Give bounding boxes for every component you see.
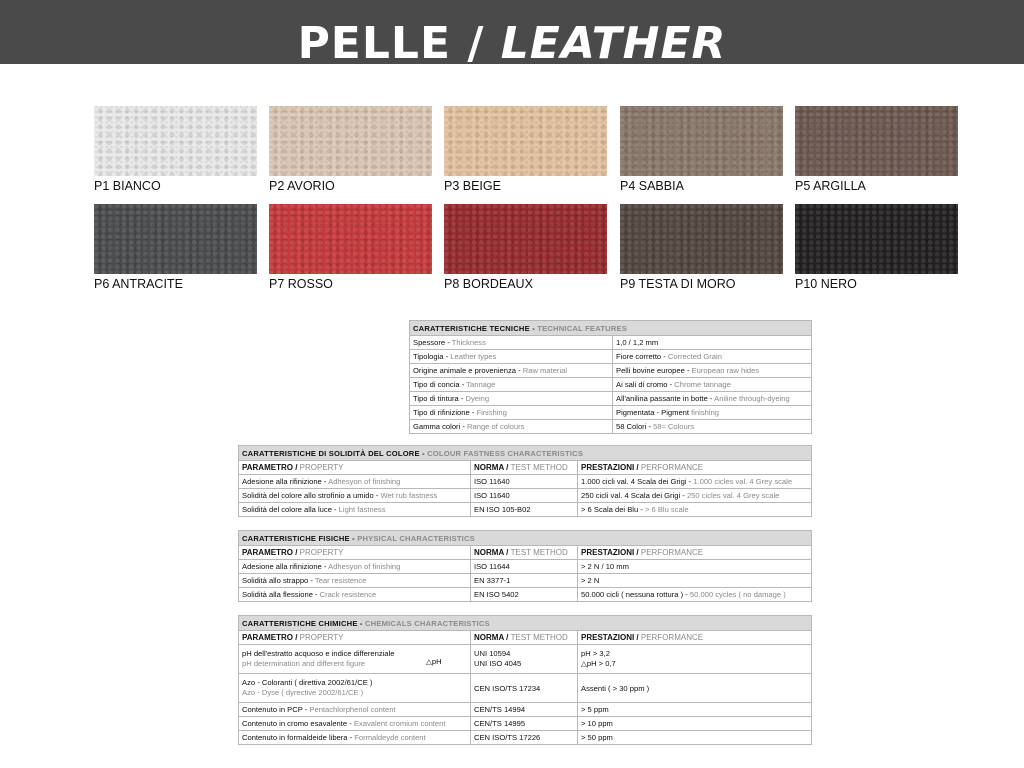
value-it: 1,0 / 1,2 mm [616, 338, 659, 347]
perf-cell: > 50 ppm [578, 731, 812, 745]
physical-header-row [239, 531, 812, 546]
technical-header-row [410, 321, 812, 336]
physical-header-it: CARATTERISTICHE FISICHE [242, 533, 350, 543]
physical-header: CARATTERISTICHE FISICHE - PHYSICAL CHARACTERISTICS [239, 531, 812, 546]
param-it: Contenuto in cromo esavalente [242, 719, 348, 728]
param-en: Thickness [451, 338, 486, 347]
param-en: Raw material [522, 366, 568, 375]
physical-characteristics-table [238, 530, 812, 602]
column-header-performance: PRESTAZIONI / PERFORMANCE [578, 546, 812, 560]
column-header-parameter: PARAMETRO / PROPERTY [239, 461, 471, 475]
swatch-label-p5: P5 ARGILLA [795, 179, 866, 193]
value-en: Corrected Grain [667, 352, 722, 361]
perf-it: 1.000 cicli val. 4 Scala dei Grigi [581, 477, 687, 486]
param-en: Range of colours [467, 422, 525, 431]
perf-en: 1.000 cicles val. 4 Grey scale [693, 477, 793, 486]
param-en: Azo - Dyse ( dyrective 2002/61/CE ) [242, 688, 364, 697]
swatch-label-p1: P1 BIANCO [94, 179, 161, 193]
norm-cell: CEN ISO/TS 17226 [471, 731, 578, 745]
swatch-label-p8: P8 BORDEAUX [444, 277, 533, 291]
technical-header-it: CARATTERISTICHE TECNICHE [413, 323, 530, 333]
param-it: Tipologia [413, 352, 444, 361]
param-en: Exavalent cromium content [353, 719, 446, 728]
column-header-norm: NORMA / TEST METHOD [471, 631, 578, 645]
column-header-parameter: PARAMETRO / PROPERTY [239, 546, 471, 560]
fastness-header-en: COLOUR FASTNESS CHARACTERISTICS [427, 448, 584, 458]
norm-cell: EN ISO 105-B02 [471, 503, 578, 517]
table-row: Tipo di concia - Tannage Ai sali di cromo - Chrome tannage [410, 378, 812, 392]
swatch-label-p7: P7 ROSSO [269, 277, 333, 291]
norm-cell: ISO 11640 [471, 475, 578, 489]
technical-features-table [409, 320, 812, 434]
param-en: Crack resistence [319, 590, 377, 599]
param-en: pH determination and different figure [242, 659, 366, 668]
perf-cell: > 2 N / 10 mm [578, 560, 812, 574]
fastness-columns-row [239, 461, 812, 475]
value-it: Ai sali di cromo [616, 380, 668, 389]
table-row: Gamma colori - Range of colours 58 Colori - 58≈ Colours [410, 420, 812, 434]
norm-line-2: UNI ISO 4045 [474, 659, 522, 668]
param-en: Dyeing [465, 394, 490, 403]
column-header-norm: NORMA / TEST METHOD [471, 461, 578, 475]
perf-line-1: pH > 3,2 [581, 649, 610, 658]
table-row: Contenuto in formaldeide libera - Formaldeyde content CEN ISO/TS 17226 > 50 ppm [239, 731, 812, 745]
param-en: Pentachlorphenol content [309, 705, 396, 714]
chemical-header: CARATTERISTICHE CHIMICHE - CHEMICALS CHARACTERISTICS [239, 616, 812, 631]
norm-cell: CEN ISO/TS 17234 [471, 674, 578, 703]
table-row: Adesione alla rifinizione - Adhesyon of finishing ISO 11644 > 2 N / 10 mm [239, 560, 812, 574]
param-it: Solidità alla flessione [242, 590, 313, 599]
value-it: All'anilina passante in botte [616, 394, 708, 403]
param-en: Formaldeyde content [354, 733, 426, 742]
param-it: Spessore [413, 338, 446, 347]
param-it: Solidità del colore alla luce [242, 505, 332, 514]
perf-en: 50.000 cycles ( no damage ) [689, 590, 786, 599]
column-header-parameter: PARAMETRO / PROPERTY [239, 631, 471, 645]
chemical-header-it: CARATTERISTICHE CHIMICHE [242, 618, 358, 628]
norm-cell: CEN/TS 14994 [471, 703, 578, 717]
value-en: finishing [691, 408, 720, 417]
table-row: Solidità alla flessione - Crack resistence EN ISO 5402 50.000 cicli ( nessuna rottura ) - 50.000 cycles ( no damage ) [239, 588, 812, 602]
param-it: Tipo di tintura [413, 394, 459, 403]
norm-cell: EN ISO 5402 [471, 588, 578, 602]
perf-cell: > 2 N [578, 574, 812, 588]
param-it: Contenuto in PCP [242, 705, 303, 714]
technical-header: CARATTERISTICHE TECNICHE - TECHNICAL FEATURES [410, 321, 812, 336]
physical-columns-row [239, 546, 812, 560]
value-en: 58≈ Colours [653, 422, 695, 431]
table-row: Contenuto in PCP - Pentachlorphenol content CEN/TS 14994 > 5 ppm [239, 703, 812, 717]
colour-fastness-table [238, 445, 812, 517]
value-en: Aniline through-dyeing [714, 394, 790, 403]
chemical-characteristics-table [238, 615, 812, 745]
param-it: pH dell'estratto acquoso e indice differenziale [242, 649, 395, 658]
norm-cell: EN 3377-1 [471, 574, 578, 588]
param-it: Tipo di rifinizione [413, 408, 470, 417]
param-it: Origine animale e provenienza [413, 366, 516, 375]
value-it: Pelli bovine europee [616, 366, 685, 375]
table-row: Tipologia - Leather types Fiore corretto - Corrected Grain [410, 350, 812, 364]
perf-it: 50.000 cicli ( nessuna rottura ) [581, 590, 684, 599]
norm-cell: ISO 11644 [471, 560, 578, 574]
param-it: Solidità allo strappo [242, 576, 309, 585]
swatch-p3[interactable] [444, 106, 607, 176]
param-en: Adhesyon of finishing [328, 477, 401, 486]
param-en: Adhesyon of finishing [328, 562, 401, 571]
param-it: Solidità del colore allo strofinio a umido [242, 491, 374, 500]
title-english: LEATHER [500, 18, 727, 69]
swatch-p6[interactable] [94, 204, 257, 274]
table-row-azo [239, 674, 812, 703]
perf-it: > 6 Scala dei Blu [581, 505, 639, 514]
param-it: Tipo di concia [413, 380, 460, 389]
fastness-header-it: CARATTERISTICHE DI SOLIDITÀ DEL COLORE [242, 448, 420, 458]
perf-en: > 6 Blu scale [644, 505, 689, 514]
swatch-label-p2: P2 AVORIO [269, 179, 335, 193]
column-header-norm: NORMA / TEST METHOD [471, 546, 578, 560]
delta-ph-label: △pH [426, 657, 442, 666]
value-en: European raw hides [691, 366, 760, 375]
perf-cell: Assenti ( > 30 ppm ) [578, 674, 812, 703]
page-title [0, 18, 1024, 70]
swatch-label-p3: P3 BEIGE [444, 179, 501, 193]
swatch-label-p9: P9 TESTA DI MORO [620, 277, 736, 291]
swatch-p10[interactable] [795, 204, 958, 274]
param-en: Tear resistence [314, 576, 367, 585]
fastness-header-row [239, 446, 812, 461]
table-row: Tipo di rifinizione - Finishing Pigmentata - Pigment finishing [410, 406, 812, 420]
swatch-p4[interactable] [620, 106, 783, 176]
value-it: Fiore corretto [616, 352, 662, 361]
param-it: Adesione alla rifinizione [242, 477, 322, 486]
param-en: Finishing [476, 408, 507, 417]
table-row: Solidità del colore alla luce - Light fastness EN ISO 105-B02 > 6 Scala dei Blu - > 6 Blu scale [239, 503, 812, 517]
table-row: Solidità del colore allo strofinio a umido - Wet rub fastness ISO 11640 250 cicli val. 4 Scala dei Grigi - 250 cicles val. 4 Grey scale [239, 489, 812, 503]
table-row: Adesione alla rifinizione - Adhesyon of finishing ISO 11640 1.000 cicli val. 4 Scala dei Grigi - 1.000 cicles val. 4 Grey scale [239, 475, 812, 489]
swatch-label-p6: P6 ANTRACITE [94, 277, 183, 291]
swatch-p7[interactable] [269, 204, 432, 274]
param-it: Adesione alla rifinizione [242, 562, 322, 571]
column-header-performance: PRESTAZIONI / PERFORMANCE [578, 461, 812, 475]
technical-header-en: TECHNICAL FEATURES [537, 323, 628, 333]
swatch-p5[interactable] [795, 106, 958, 176]
title-italian: PELLE / [297, 18, 501, 69]
param-en: Leather types [450, 352, 497, 361]
perf-en: 250 cicles val. 4 Grey scale [686, 491, 780, 500]
physical-header-en: PHYSICAL CHARACTERISTICS [357, 533, 475, 543]
swatch-label-p4: P4 SABBIA [620, 179, 684, 193]
perf-cell: > 5 ppm [578, 703, 812, 717]
table-row: Solidità allo strappo - Tear resistence EN 3377-1 > 2 N [239, 574, 812, 588]
param-en: Wet rub fastness [380, 491, 438, 500]
chemical-header-en: CHEMICALS CHARACTERISTICS [364, 618, 490, 628]
norm-cell: CEN/TS 14995 [471, 717, 578, 731]
table-row: Origine animale e provenienza - Raw material Pelli bovine europee - European raw hides [410, 364, 812, 378]
table-row: Contenuto in cromo esavalente - Exavalent cromium content CEN/TS 14995 > 10 ppm [239, 717, 812, 731]
perf-cell: > 10 ppm [578, 717, 812, 731]
perf-it: 250 cicli val. 4 Scala dei Grigi [581, 491, 681, 500]
param-en: Light fastness [338, 505, 386, 514]
param-it: Contenuto in formaldeide libera [242, 733, 348, 742]
norm-line-1: UNI 10594 [474, 649, 511, 658]
column-header-performance: PRESTAZIONI / PERFORMANCE [578, 631, 812, 645]
norm-cell: ISO 11640 [471, 489, 578, 503]
value-it: 58 Colori [616, 422, 647, 431]
chemical-columns-row [239, 631, 812, 645]
param-en: Tannage [466, 380, 496, 389]
perf-line-2: △pH > 0,7 [581, 659, 616, 668]
value-en: Chrome tannage [674, 380, 731, 389]
swatch-p2[interactable] [269, 106, 432, 176]
table-row: Tipo di tintura - Dyeing All'anilina passante in botte - Aniline through-dyeing [410, 392, 812, 406]
swatch-p1[interactable] [94, 106, 257, 176]
swatch-p9[interactable] [620, 204, 783, 274]
value-it: Pigmentata - Pigment [616, 408, 690, 417]
param-it: Gamma colori [413, 422, 461, 431]
table-row: Spessore - Thickness 1,0 / 1,2 mm [410, 336, 812, 350]
swatch-label-p10: P10 NERO [795, 277, 857, 291]
chemical-header-row [239, 616, 812, 631]
swatch-p8[interactable] [444, 204, 607, 274]
param-it: Azo - Coloranti ( direttiva 2002/61/CE ) [242, 678, 373, 687]
fastness-header: CARATTERISTICHE DI SOLIDITÀ DEL COLORE - COLOUR FASTNESS CHARACTERISTICS [239, 446, 812, 461]
table-row-ph [239, 645, 812, 674]
